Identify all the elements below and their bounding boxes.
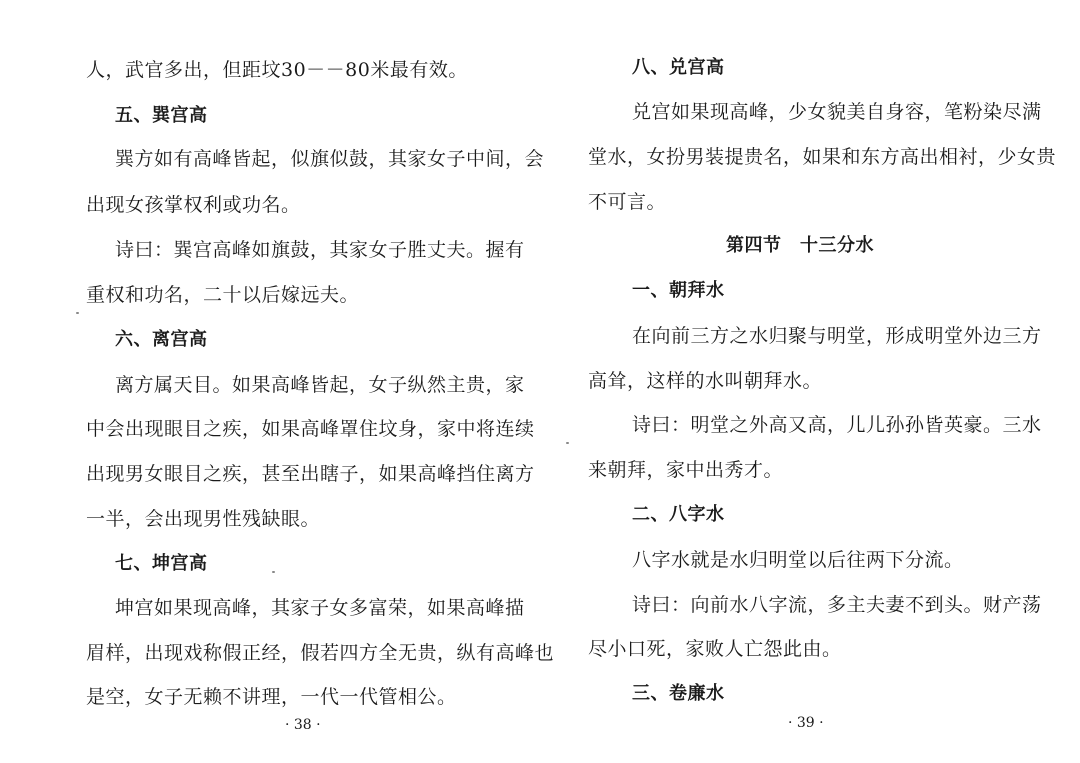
body-line: 诗曰：向前水八字流，多主夫妻不到头。财产荡	[632, 594, 1042, 616]
body-line: 尽小口死，家败人亡怨此由。	[588, 638, 842, 660]
section-heading: 八、兑宫高	[632, 57, 725, 78]
section-heading: 六、离宫高	[115, 329, 208, 350]
section-heading: 二、八字水	[632, 504, 725, 525]
body-line: 眉样，出现戏称假正经，假若四方全无贵，纵有高峰也	[86, 642, 555, 664]
body-line: 巽方如有高峰皆起，似旗似鼓，其家女子中间，会	[115, 148, 545, 170]
body-line: 高耸，这样的水叫朝拜水。	[588, 370, 823, 392]
body-line: 堂水，女扮男装提贵名，如果和东方高出相衬，少女贵	[588, 146, 1057, 168]
section-heading: 七、坤宫高	[115, 553, 208, 574]
body-line: 中会出现眼目之疾，如果高峰罩住坟身，家中将连续	[86, 418, 535, 440]
body-line: 诗曰：明堂之外高又高，儿儿孙孙皆英豪。三水	[632, 414, 1042, 436]
section-heading: 三、卷廉水	[632, 683, 725, 704]
body-line: 兑宫如果现高峰，少女貌美自身容，笔粉染尽满	[632, 101, 1042, 123]
body-line: 在向前三方之水归聚与明堂，形成明堂外边三方	[632, 325, 1042, 347]
body-line: 出现女孩掌权利或功名。	[86, 194, 301, 216]
body-line: 是空，女子无赖不讲理，一代一代管相公。	[86, 686, 457, 708]
body-line: 来朝拜，家中出秀才。	[588, 459, 784, 481]
body-line: 出现男女眼目之疾，甚至出瞎子，如果高峰挡住离方	[86, 463, 535, 485]
body-line: 八字水就是水归明堂以后往两下分流。	[632, 549, 964, 571]
body-line: 离方属天目。如果高峰皆起，女子纵然主贵，家	[115, 374, 525, 396]
section-heading: 一、朝拜水	[632, 280, 725, 301]
page-number: · 39 ·	[788, 715, 824, 731]
scan-speck	[272, 571, 275, 573]
body-line: 重权和功名，二十以后嫁远夫。	[86, 284, 360, 306]
scan-speck	[566, 442, 569, 444]
body-line: 诗曰：巽宫高峰如旗鼓，其家女子胜丈夫。握有	[115, 239, 525, 261]
page-number: · 38 ·	[285, 717, 321, 733]
body-line: 人，武官多出，但距坟30－－80米最有效。	[86, 59, 468, 81]
chapter-heading: 第四节 十三分水	[726, 235, 874, 256]
section-heading: 五、巽宫高	[115, 105, 208, 126]
body-line: 坤宫如果现高峰，其家子女多富荣，如果高峰描	[115, 597, 525, 619]
right-page	[540, 0, 1080, 763]
body-line: 不可言。	[588, 191, 667, 213]
scan-speck	[76, 312, 79, 314]
body-line: 一半，会出现男性残缺眼。	[86, 508, 321, 530]
